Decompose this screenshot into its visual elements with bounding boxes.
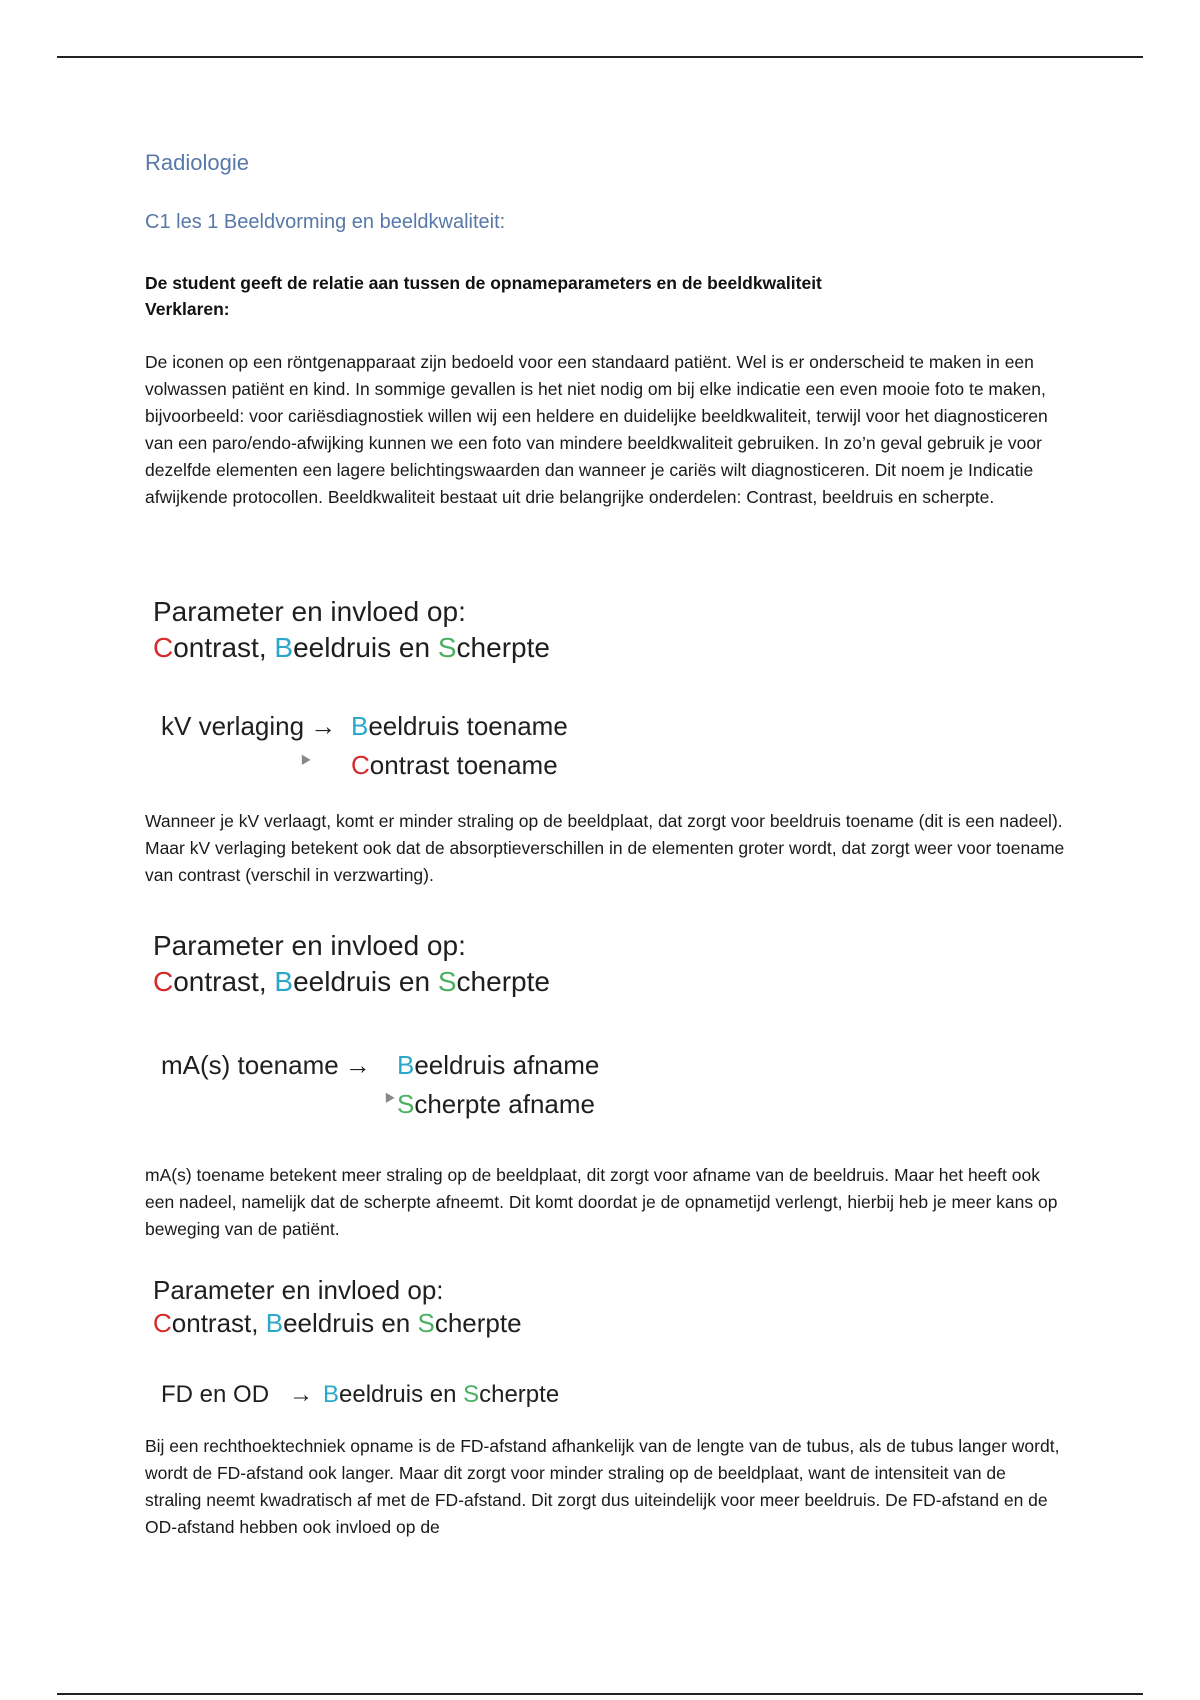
arrow-icon: → <box>344 1050 371 1080</box>
slide-heading-line1: Parameter en invloed op: <box>153 930 466 961</box>
scherpte-initial: S <box>437 966 457 997</box>
contrast-initial: C <box>153 966 174 997</box>
result-line: Contrast toename <box>351 750 558 780</box>
beeldruis-initial: B <box>274 632 294 663</box>
slide-heading-line2 <box>153 966 550 998</box>
contrast-rest: ontrast, <box>173 966 275 997</box>
contrast-rest: ontrast, <box>173 632 275 663</box>
header-rule <box>57 56 1143 58</box>
scherpte-rest: cherpte <box>434 1308 522 1338</box>
document-title: Radiologie <box>145 150 249 175</box>
paragraph-mas: mA(s) toename betekent meer straling op de beeldplaat, dit zorgt voor afname van de beeldruis. Maar het heeft ook een nadeel, namelijk dat de scherpte afneemt. Dit komt doordat je de opnametijd verlengt, hierbij heb je meer kans op beweging van de patiënt. <box>145 1165 1058 1239</box>
contrast-initial: C <box>153 1308 172 1338</box>
learning-objective: De student geeft de relatie aan tussen de opnameparameters en de beeldkwaliteit <box>145 273 822 293</box>
contrast-initial: C <box>153 632 174 663</box>
slide-heading-line2 <box>153 632 550 664</box>
result-line: Beeldruis afname <box>397 1050 600 1080</box>
objective-verb: Verklaren: <box>145 299 230 319</box>
section-heading: C1 les 1 Beeldvorming en beeldkwaliteit: <box>145 211 506 233</box>
beeldruis-rest: eeldruis en <box>293 632 438 663</box>
contrast-rest: ontrast, <box>171 1308 266 1338</box>
paragraph-kv: Wanneer je kV verlaagt, komt er minder straling op de beeldplaat, dat zorgt voor beeldruis toename (dit is een nadeel). Maar kV verlaging betekent ook dat de absorptieverschillen in de elementen groter wordt, dat zorgt weer voor toename van contrast (verschil in verzwarting). <box>145 811 1065 885</box>
result-line: Scherpte afname <box>397 1089 596 1119</box>
parameter-label: kV verlaging → <box>161 711 337 741</box>
footer-rule <box>57 1693 1143 1695</box>
beeldruis-initial: B <box>265 1308 284 1338</box>
arrow-icon: → <box>310 711 337 741</box>
paragraph-intro: De iconen op een röntgenapparaat zijn bedoeld voor een standaard patiënt. Wel is er onderscheid te maken in een volwassen patiënt en kind. In sommige gevallen is het niet nodig om bij elke indicatie een even mooie foto te maken, bijvoorbeeld: voor cariësdiagnostiek willen wij een heldere en duidelijke beeldkwaliteit, terwijl voor het diagnosticeren van een paro/endo-afwijking kunnen we een foto van mindere beeldkwaliteit gebruiken. In zo’n geval gebruik je voor dezelfde elementen een lagere belichtingswaarden dan wanneer je cariës wilt diagnosticeren. Dit noem je Indicatie afwijkende protocollen. Beeldkwaliteit bestaat uit drie belangrijke onderdelen: Contrast, beeldruis en scherpte. <box>145 352 1048 507</box>
result-line: Beeldruis en Scherpte <box>323 1381 560 1408</box>
slide-heading-line1: Parameter en invloed op: <box>153 1275 444 1305</box>
beeldruis-rest: eeldruis en <box>293 966 438 997</box>
parameter-label: mA(s) toename → <box>161 1050 371 1080</box>
result-line: Beeldruis toename <box>351 711 568 741</box>
beeldruis-initial: B <box>274 966 294 997</box>
slide-heading-line1: Parameter en invloed op: <box>153 596 466 627</box>
paragraph-fd-od: Bij een rechthoektechniek opname is de FD-afstand afhankelijk van de lengte van de tubus, als de tubus langer wordt, wordt de FD-afstand ook langer. Maar dit zorgt voor minder straling op de beeldplaat, want de intensiteit van de straling neemt kwadratisch af met de FD-afstand. Dit zorgt dus uiteindelijk voor meer beeldruis. De FD-afstand en de OD-afstand hebben ook invloed op de <box>145 1436 1060 1537</box>
scherpte-initial: S <box>417 1308 435 1338</box>
scherpte-initial: S <box>437 632 457 663</box>
slide-heading-line2 <box>153 1308 522 1339</box>
scherpte-rest: cherpte <box>456 632 550 663</box>
mouse-cursor-icon <box>381 1090 394 1103</box>
arrow-icon: → <box>289 1381 314 1408</box>
mouse-cursor-icon <box>297 752 310 765</box>
beeldruis-rest: eeldruis en <box>283 1308 418 1338</box>
scherpte-rest: cherpte <box>456 966 550 997</box>
parameter-label: FD en OD → <box>161 1381 314 1408</box>
